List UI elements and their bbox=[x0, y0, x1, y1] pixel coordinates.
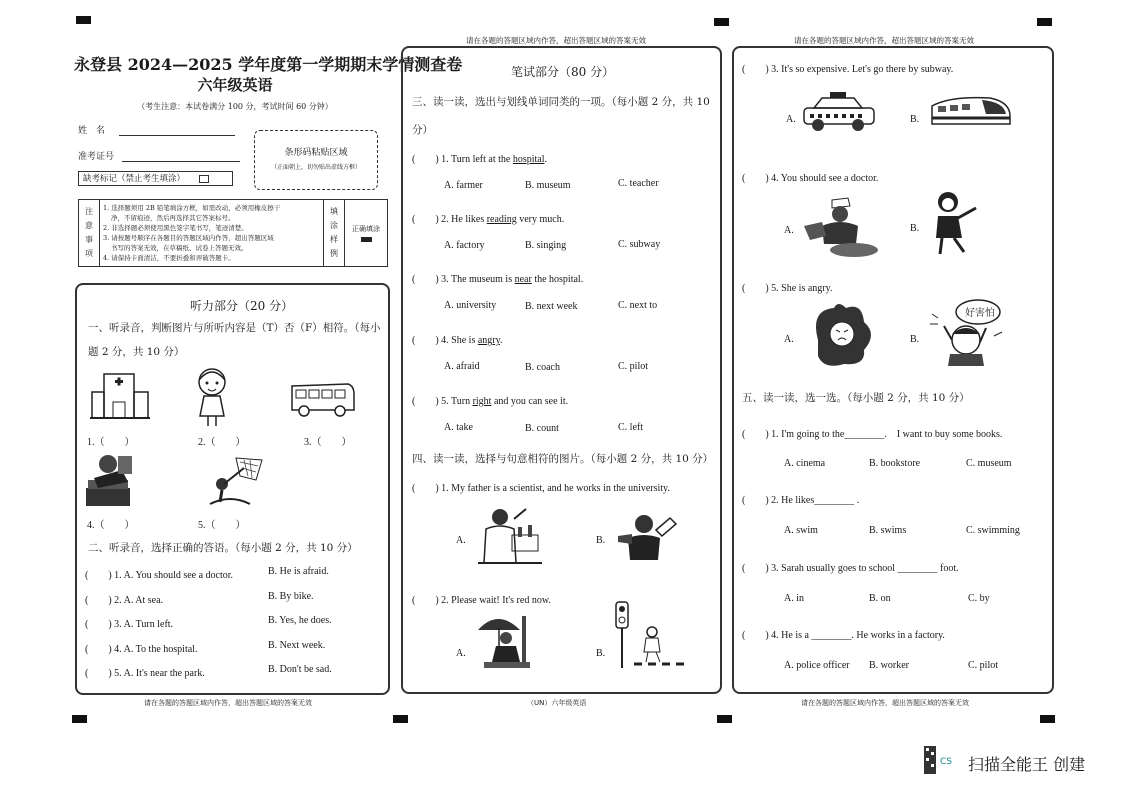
listening-blank-2[interactable]: 2.（ ） bbox=[198, 437, 246, 448]
q5-4-a: A. police officer bbox=[784, 660, 850, 671]
barcode-title: 条形码粘贴区域 bbox=[284, 148, 348, 158]
notice-line: 1. 选择题须用 2B 铅笔填涂方框，如需改动，必须用橡皮擦干 bbox=[103, 204, 281, 212]
footer-right: 请在各题的答题区域内作答，超出答题区域的答案无效 bbox=[801, 699, 969, 707]
scared-boy-picture bbox=[930, 296, 1012, 366]
scanner-logo-text: CS bbox=[940, 757, 952, 767]
footer-left: 请在各题的答题区域内作答，超出答题区域的答案无效 bbox=[144, 699, 312, 707]
top-hint-center: 请在各题的答题区域内作答，超出答题区域的答案无效 bbox=[466, 36, 646, 45]
q4-1[interactable]: ( ) 1. My father is a scientist, and he works in the university. bbox=[412, 483, 670, 494]
fill-correct-label: 正确填涂 bbox=[352, 225, 380, 233]
registration-mark bbox=[72, 715, 87, 723]
listening-item-1-b: B. He is afraid. bbox=[268, 566, 329, 577]
notice-line: 3. 请按题号顺序在各题目的答题区域内作答，超出答题区域 bbox=[103, 234, 274, 242]
speech-bubble-text: 好害怕 bbox=[965, 308, 995, 319]
barcode-area bbox=[254, 130, 378, 190]
q5-1-a: A. cinema bbox=[784, 458, 826, 469]
q3-3[interactable]: ( ) 3. The museum is near the hospital. bbox=[412, 274, 584, 285]
q3-5-a: A. take bbox=[444, 422, 473, 433]
taxi-picture bbox=[800, 92, 878, 134]
registration-mark bbox=[1037, 18, 1052, 26]
absent-checkbox bbox=[199, 175, 209, 183]
q3-4-a: A. afraid bbox=[444, 361, 480, 372]
q3-4[interactable]: ( ) 4. She is angry. bbox=[412, 335, 503, 346]
top-hint-right: 请在各题的答题区域内作答，超出答题区域的答案无效 bbox=[794, 36, 974, 45]
listening-item-4[interactable]: ( ) 4. A. To the hospital. bbox=[85, 644, 198, 655]
q4-1-a-label: A. bbox=[456, 535, 466, 546]
registration-mark bbox=[717, 715, 732, 723]
q3-3-b: B. next week bbox=[525, 301, 578, 312]
barcode-note: （正面朝上，切勿贴出虚线方框） bbox=[270, 164, 361, 171]
section2-instruction: 二、听录音，选择正确的答语。（每小题 2 分，共 10 分） bbox=[88, 542, 358, 554]
angry-girl-picture bbox=[804, 300, 882, 370]
q3-1[interactable]: ( ) 1. Turn left at the hospital. bbox=[412, 154, 547, 165]
notice-table bbox=[78, 199, 388, 267]
bus-picture bbox=[288, 380, 356, 420]
exam-title: 永登县 2024—2025 学年度第一学期期末学情测查卷 bbox=[74, 55, 463, 74]
q5-4-b: B. worker bbox=[869, 660, 909, 671]
coach-picture bbox=[612, 510, 678, 560]
q4-4-b-label: B. bbox=[910, 223, 920, 234]
listening-item-3-b: B. Yes, he does. bbox=[268, 615, 332, 626]
q4-1-b-label: B. bbox=[596, 535, 606, 546]
q4-3[interactable]: ( ) 3. It's so expensive. Let's go there by subway. bbox=[742, 64, 954, 75]
q4-3-b-label: B. bbox=[910, 114, 920, 125]
q4-5-a-label: A. bbox=[784, 334, 794, 345]
q4-4-a-label: A. bbox=[784, 225, 794, 236]
q4-2-b-label: B. bbox=[596, 648, 606, 659]
listening-blank-3[interactable]: 3.（ ） bbox=[304, 437, 352, 448]
q3-2-a: A. factory bbox=[444, 240, 485, 251]
q5-1-c: C. museum bbox=[966, 458, 1012, 469]
notice-line: 净，不留痕迹，然后再选择其它答案标号。 bbox=[111, 214, 235, 222]
q3-3-c: C. next to bbox=[618, 300, 658, 311]
q3-5-b: B. count bbox=[525, 423, 559, 434]
fill-correct-box bbox=[361, 237, 372, 242]
listening-item-4-b: B. Next week. bbox=[268, 640, 326, 651]
section5-instruction: 五、读一读，选一选。（每小题 2 分，共 10 分） bbox=[742, 392, 970, 404]
id-label: 准考证号 bbox=[78, 152, 115, 162]
right-section bbox=[732, 46, 1054, 694]
listening-item-5[interactable]: ( ) 5. A. It's near the park. bbox=[85, 668, 205, 679]
listening-blank-4[interactable]: 4.（ ） bbox=[87, 520, 135, 531]
q5-3[interactable]: ( ) 3. Sarah usually goes to school ________ foot. bbox=[742, 563, 959, 574]
registration-mark bbox=[393, 715, 408, 723]
q5-1-b: B. bookstore bbox=[869, 458, 921, 469]
footer-center: （UN）六年级英语 bbox=[527, 699, 587, 707]
q4-4[interactable]: ( ) 4. You should see a doctor. bbox=[742, 173, 879, 184]
registration-mark bbox=[76, 16, 91, 24]
scanner-watermark: 扫描全能王 创建 bbox=[968, 755, 1086, 774]
q4-3-a-label: A. bbox=[786, 114, 796, 125]
exam-note: （考生注意：本试卷满分 100 分，考试时间 60 分钟） bbox=[137, 102, 333, 111]
q4-2[interactable]: ( ) 2. Please wait! It's red now. bbox=[412, 595, 551, 606]
listening-item-2-b: B. By bike. bbox=[268, 591, 314, 602]
written-header: 笔试部分（80 分） bbox=[511, 65, 615, 79]
name-field[interactable] bbox=[78, 123, 235, 136]
q5-1[interactable]: ( ) 1. I'm going to the________. I want to buy some books. bbox=[742, 429, 1003, 440]
umbrella-picture bbox=[476, 612, 538, 670]
q4-5[interactable]: ( ) 5. She is angry. bbox=[742, 283, 833, 294]
q5-2-c: C. swimming bbox=[966, 525, 1020, 536]
q3-4-b: B. coach bbox=[525, 362, 560, 373]
listening-item-1[interactable]: ( ) 1. A. You should see a doctor. bbox=[85, 570, 234, 581]
q3-3-a: A. university bbox=[444, 300, 497, 311]
q3-4-c: C. pilot bbox=[618, 361, 649, 372]
registration-mark bbox=[714, 18, 729, 26]
notice-body bbox=[100, 200, 324, 267]
listening-item-3[interactable]: ( ) 3. A. Turn left. bbox=[85, 619, 174, 630]
section3-instruction-cont: 分） bbox=[412, 124, 433, 136]
scanner-logo-icon bbox=[924, 746, 964, 774]
girl-pointing-picture bbox=[930, 190, 978, 258]
q3-2-c: C. subway bbox=[618, 239, 661, 250]
listening-blank-5[interactable]: 5.（ ） bbox=[198, 520, 246, 531]
traffic-light-picture bbox=[612, 602, 700, 670]
q5-4-c: C. pilot bbox=[968, 660, 999, 671]
q3-1-c: C. teacher bbox=[618, 178, 659, 189]
q5-2-b: B. swims bbox=[869, 525, 907, 536]
fill-sample bbox=[345, 200, 388, 267]
q5-3-c: C. by bbox=[968, 593, 990, 604]
name-label: 姓 名 bbox=[78, 126, 106, 136]
q3-1-a: A. farmer bbox=[444, 180, 483, 191]
q5-2[interactable]: ( ) 2. He likes________ . bbox=[742, 495, 860, 506]
notice-line: 2. 非选择题必须使用黑色签字笔书写，笔迹清楚。 bbox=[103, 224, 248, 232]
notice-head: 注意事项 bbox=[79, 200, 100, 267]
q4-5-b-label: B. bbox=[910, 334, 920, 345]
registration-mark bbox=[1040, 715, 1055, 723]
q3-2-b: B. singing bbox=[525, 240, 567, 251]
q3-5-c: C. left bbox=[618, 422, 643, 433]
section3-instruction: 三、读一读，选出与划线单词同类的一项。（每小题 2 分，共 10 bbox=[412, 96, 710, 108]
absent-mark bbox=[78, 171, 233, 186]
q4-2-a-label: A. bbox=[456, 648, 466, 659]
notice-line: 4. 请保持卡面清洁，不要折叠和弄破答题卡。 bbox=[103, 254, 235, 262]
listening-blank-1[interactable]: 1.（ ） bbox=[87, 437, 135, 448]
q5-3-a: A. in bbox=[784, 593, 804, 604]
girl-picture bbox=[190, 366, 234, 428]
reading-boy-picture bbox=[82, 452, 140, 508]
absent-label: 缺考标记（禁止考生填涂） bbox=[83, 174, 186, 184]
q3-1-b: B. museum bbox=[525, 180, 571, 191]
listening-item-2[interactable]: ( ) 2. A. At sea. bbox=[85, 595, 164, 606]
q3-2[interactable]: ( ) 2. He likes reading very much. bbox=[412, 214, 565, 225]
subway-picture bbox=[930, 94, 1012, 134]
q5-2-a: A. swim bbox=[784, 525, 818, 536]
nurse-picture bbox=[804, 196, 882, 258]
exam-subtitle: 六年级英语 bbox=[197, 76, 273, 94]
q5-3-b: B. on bbox=[869, 593, 891, 604]
section1-instruction: 一、听录音，判断图片与所听内容是（T）否（F）相符。（每小 bbox=[88, 322, 381, 334]
fishing-picture bbox=[200, 454, 266, 510]
scientist-picture bbox=[478, 505, 544, 567]
q5-4[interactable]: ( ) 4. He is a ________. He works in a factory. bbox=[742, 630, 945, 641]
q3-5[interactable]: ( ) 5. Turn right and you can see it. bbox=[412, 396, 569, 407]
id-field[interactable] bbox=[78, 149, 240, 162]
section1-instruction-cont: 题 2 分，共 10 分） bbox=[88, 346, 185, 358]
listening-header: 听力部分（20 分） bbox=[190, 299, 294, 313]
section4-instruction: 四、读一读，选择与句意相符的图片。（每小题 2 分，共 10 分） bbox=[412, 453, 714, 465]
fill-head: 填涂样例 bbox=[324, 200, 345, 267]
hospital-picture bbox=[90, 372, 150, 420]
notice-line: 书写的答案无效，在草稿纸、试卷上答题无效。 bbox=[111, 244, 248, 252]
listening-item-5-b: B. Don't be sad. bbox=[268, 664, 332, 675]
